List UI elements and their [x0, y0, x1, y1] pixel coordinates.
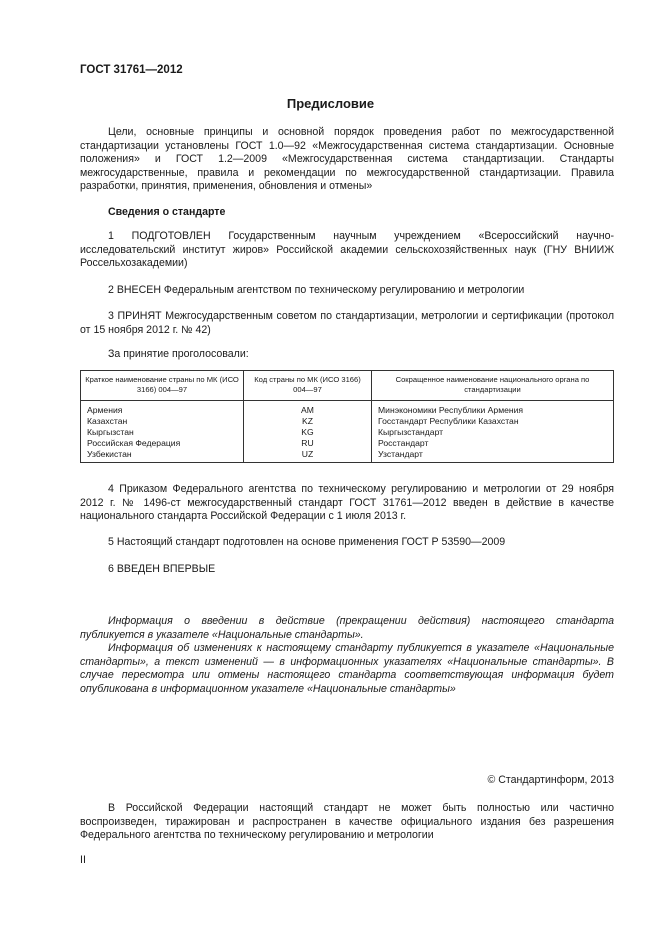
table-cell-body: Минэкономики Республики Армения	[372, 401, 614, 417]
intro-paragraph	[80, 126, 614, 194]
table-header-country: Краткое наименование страны по МК (ИСО 3166) 004—97	[81, 371, 244, 401]
item-5-paragraph	[80, 536, 614, 550]
table-row	[81, 427, 614, 438]
table-header-row	[81, 371, 614, 401]
voting-table	[80, 370, 614, 463]
intro-text: Цели, основные принципы и основной порядок проведения работ по межгосударственной стандартизации установлены ГОСТ 1.0—92 «Межгосударственная система стандартизации. Основные положения» и ГОСТ 1.2—2009 «Межгосударственная система стандартизации. Стандарты межгосударственные, правила и рекомендации по межгосударственной стандартизации. Правила разработки, принятия, применения, обновления и отмены»	[80, 126, 614, 192]
document-code-header: ГОСТ 31761—2012	[80, 64, 183, 76]
item-1-paragraph	[80, 230, 614, 271]
table-cell-code: UZ	[244, 449, 372, 463]
page-number: II	[80, 854, 86, 866]
publication-info-text-1: Информация о введении в действие (прекращении действия) настоящего стандарта публикуется в указателе «Национальные стандарты».	[80, 615, 614, 641]
table-header-code: Код страны по МК (ИСО 3166) 004—97	[244, 371, 372, 401]
table-row	[81, 416, 614, 427]
table-cell-country: Армения	[81, 401, 244, 417]
item-4-paragraph	[80, 483, 614, 524]
table-cell-code: KG	[244, 427, 372, 438]
publication-info-block	[80, 615, 614, 696]
publication-info-text-2: Информация об изменениях к настоящему стандарту публикуется в указателе «Национальные стандарты», а текст изменений — в информационных указателях «Национальные стандарты». В случае пересмотра или отмены настоящего стандарта соответствующая информация будет опубликована в информационном указателе «Национальные стандарты»	[80, 642, 614, 695]
voted-label-paragraph	[80, 348, 614, 362]
table-cell-code: KZ	[244, 416, 372, 427]
table-cell-body: Кыргызстандарт	[372, 427, 614, 438]
table-row	[81, 401, 614, 417]
table-cell-country: Кыргызстан	[81, 427, 244, 438]
item-6-text: 6 ВВЕДЕН ВПЕРВЫЕ	[108, 563, 216, 575]
item-3-paragraph	[80, 310, 614, 337]
item-2-paragraph	[80, 284, 614, 298]
legal-paragraph	[80, 802, 614, 843]
item-2-text: 2 ВНЕСЕН Федеральным агентством по техническому регулированию и метрологии	[108, 284, 525, 296]
item-6-paragraph	[80, 563, 614, 577]
table-cell-code: AM	[244, 401, 372, 417]
table-cell-country: Российская Федерация	[81, 438, 244, 449]
voted-label: За принятие проголосовали:	[108, 348, 249, 360]
item-3-text: 3 ПРИНЯТ Межгосударственным советом по стандартизации, метрологии и сертификации (протокол от 15 ноября 2012 г. № 42)	[80, 310, 614, 336]
table-cell-country: Узбекистан	[81, 449, 244, 463]
section-title: Предисловие	[286, 96, 375, 111]
item-4-text: 4 Приказом Федерального агентства по техническому регулированию и метрологии от 29 ноября 2012 г. № 1496-ст межгосударственный стандарт ГОСТ 31761—2012 введен в действие в качестве национального стандарта Российской Федерации с 1 июля 2013 г.	[80, 483, 614, 522]
table-header-body: Сокращенное наименование национального органа по стандартизации	[372, 371, 614, 401]
item-5-text: 5 Настоящий стандарт подготовлен на основе применения ГОСТ Р 53590—2009	[108, 536, 506, 548]
table-row	[81, 438, 614, 449]
table-cell-code: RU	[244, 438, 372, 449]
copyright-notice: © Стандартинформ, 2013	[487, 774, 614, 786]
table-cell-body: Узстандарт	[372, 449, 614, 463]
table-cell-country: Казахстан	[81, 416, 244, 427]
table-cell-body: Госстандарт Республики Казахстан	[372, 416, 614, 427]
info-heading: Сведения о стандарте	[108, 206, 226, 218]
table-row	[81, 449, 614, 463]
table-cell-body: Росстандарт	[372, 438, 614, 449]
legal-text: В Российской Федерации настоящий стандарт не может быть полностью или частично воспроизведен, тиражирован и распространен в качестве официального издания без разрешения Федерального агентства по техническому регулированию и метрологии	[80, 802, 614, 841]
item-1-text: 1 ПОДГОТОВЛЕН Государственным научным учреждением «Всероссийский научно-исследовательский институт жиров» Российской академии сельскохозяйственных наук (ГНУ ВНИИЖ Россельхозакадемии)	[80, 230, 614, 269]
